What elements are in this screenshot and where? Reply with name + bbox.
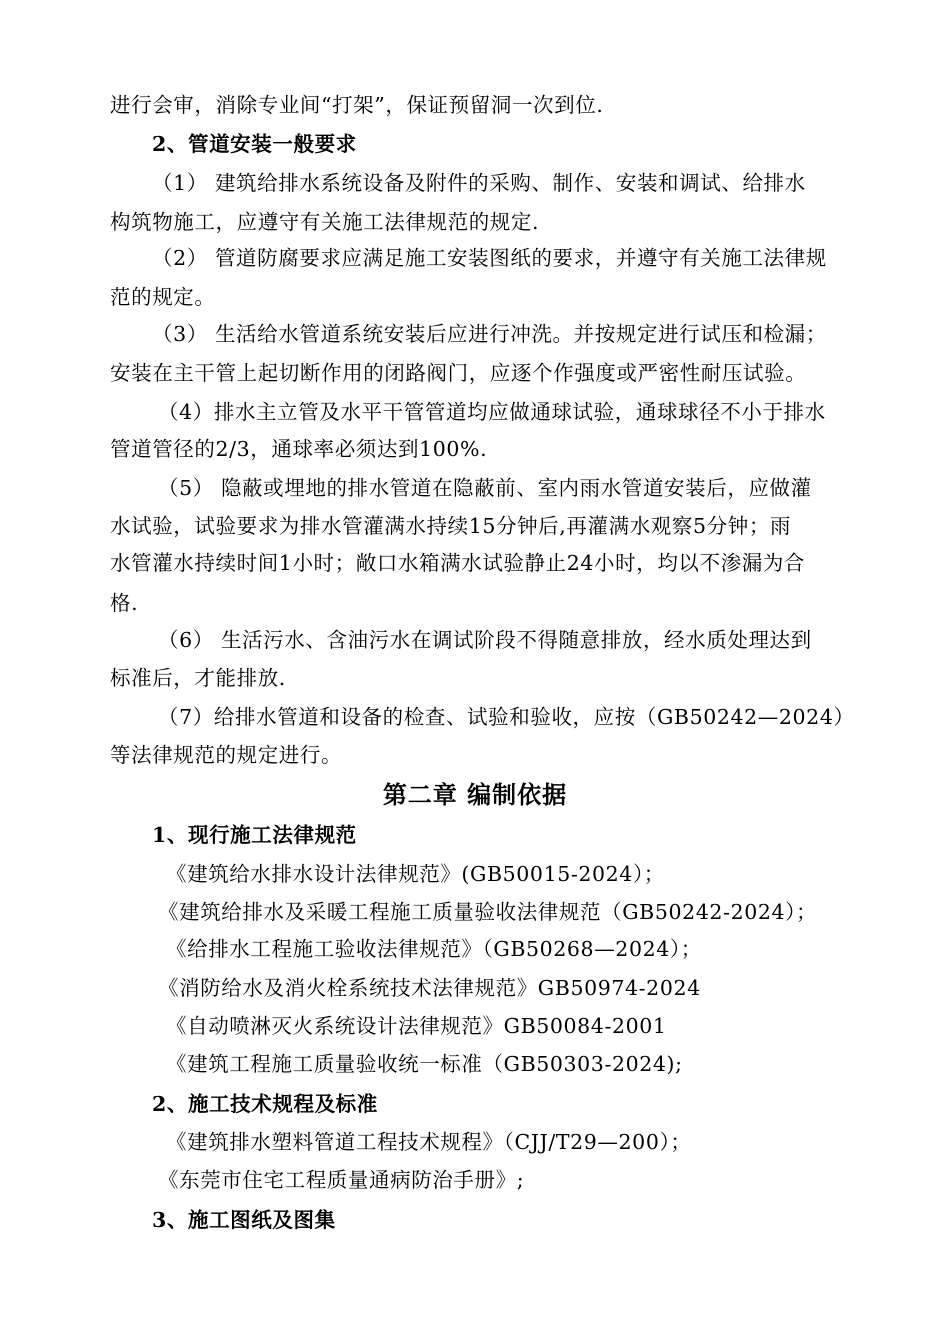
item-line: （6） 生活污水、含油污水在调试阶段不得随意排放，经水质处理达到 xyxy=(158,628,812,652)
item-line: （4）排水主立管及水平干管管道均应做通球试验，通球球径不小于排水 xyxy=(158,400,826,424)
item-line: 标准后，才能排放. xyxy=(110,666,286,690)
item-line: 等法律规范的规定进行。 xyxy=(110,743,343,767)
item-line: （2） 管道防腐要求应满足施工安装图纸的要求，并遵守有关施工法律规 xyxy=(152,246,827,270)
item-line: （5） 隐蔽或埋地的排水管道在隐蔽前、室内雨水管道安装后，应做灌 xyxy=(158,476,812,500)
code-reference-item: 《自动喷淋灭火系统设计法律规范》GB50084-2001 xyxy=(166,1014,667,1038)
section-heading-drawings: 3、施工图纸及图集 xyxy=(152,1208,336,1232)
item-line: （1） 建筑给排水系统设备及附件的采购、制作、安装和调试、给排水 xyxy=(152,171,806,195)
chapter-title: 第二章 编制依据 xyxy=(382,780,568,809)
item-line: 构筑物施工，应遵守有关施工法律规范的规定. xyxy=(110,210,540,234)
paragraph-continuation: 进行会审，消除专业间“打架”，保证预留洞一次到位. xyxy=(110,93,604,117)
item-line: 范的规定。 xyxy=(110,285,216,309)
section-heading-current-codes: 1、现行施工法律规范 xyxy=(152,823,357,847)
code-reference-item: 《建筑给排水及采暖工程施工质量验收法律规范（GB50242-2024）； xyxy=(158,900,818,924)
item-line: 水管灌水持续时间1小时；敞口水箱满水试验静止24小时，均以不渗漏为合 xyxy=(110,551,806,575)
section-heading-technical-standards: 2、施工技术规程及标准 xyxy=(152,1092,378,1116)
code-reference-item: 《给排水工程施工验收法律规范》（GB50268—2024）； xyxy=(166,937,702,961)
code-reference-item: 《消防给水及消火栓系统技术法律规范》GB50974-2024 xyxy=(158,976,701,1000)
section-heading-pipe-installation: 2、管道安装一般要求 xyxy=(152,132,357,156)
standard-reference-item: 《建筑排水塑料管道工程技术规程》（CJJ/T29—200）； xyxy=(166,1130,692,1154)
standard-reference-item: 《东莞市住宅工程质量通病防治手册》; xyxy=(158,1168,525,1192)
item-line: 格. xyxy=(110,591,139,615)
item-line: 管道管径的2/3，通球率必须达到100%. xyxy=(110,437,488,461)
item-line: 水试验，试验要求为排水管灌满水持续15分钟后,再灌满水观察5分钟；雨 xyxy=(110,514,792,538)
item-line: （3） 生活给水管道系统安装后应进行冲洗。并按规定进行试压和检漏； xyxy=(152,322,827,346)
item-line: 安装在主干管上起切断作用的闭路阀门，应逐个作强度或严密性耐压试验。 xyxy=(110,361,807,385)
code-reference-item: 《建筑工程施工质量验收统一标准（GB50303-2024); xyxy=(166,1052,683,1076)
item-line: （7）给排水管道和设备的检查、试验和验收，应按（GB50242—2024） xyxy=(158,705,855,729)
code-reference-item: 《建筑给水排水设计法律规范》(GB50015-2024）； xyxy=(166,862,665,886)
